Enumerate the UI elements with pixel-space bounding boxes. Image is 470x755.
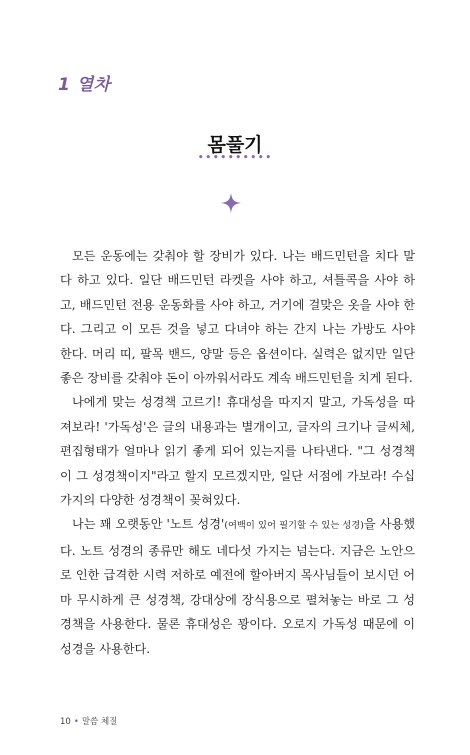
paragraph-3-end: 을 사용했다. 노트 성경의 종류만 해도 네다섯 가지는 넘는다. 지금은 노안으로 인한 급격한 시력 저하로 예전에 할아버지 목사님들이 보시던 어마 무시하게 큰 성경책, 강대상에 장식용으로 펼쳐놓는 바로 그 성경책을 사용한다. 물론 휴대성은 꽝이다. 오로지 가독성 때문에 이 성경을 사용한다. — [60, 517, 416, 656]
paragraph-3-start: 나는 꽤 오랫동안 '노트 성경' — [72, 517, 225, 532]
page-number: 10 — [60, 717, 71, 727]
title-dots-divider: •••••••••• — [197, 151, 273, 164]
page-footer — [60, 715, 117, 727]
paragraph-2: 나에게 맞는 성경책 고르기! 휴대성을 따지지 말고, 가독성을 따져보라! '가독성'은 글의 내용과는 별개이고, 글자의 크기나 글씨체, 편집형태가 얼마나 읽기 좋게 되어 있는지를 나타낸다. "그 성경책이 그 성경책이지"라고 할지 모르겠지만, 일단 서점에 가보라! 수십 가지의 다양한 성경책이 꽂혀있다. — [60, 395, 415, 508]
body-text — [60, 244, 415, 661]
four-point-star-icon — [221, 193, 241, 213]
paragraph-1: 모든 운동에는 갖춰야 할 장비가 있다. 나는 배드민턴을 치다 말다 하고 있다. 일단 배드민턴 라켓을 사야 하고, 셔틀콕을 사야 하고, 배드민턴 전용 운동화를 사야 하고, 거기에 걸맞은 옷을 사야 한다. 그리고 이 모든 것을 넣고 다녀야 하는 간지 나는 가방도 사야 한다. 머리 띠, 팔목 밴드, 양말 등은 옵션이다. 실력은 없지만 일단 좋은 장비를 갖춰야 돈이 아까워서라도 계속 배드민턴을 치게 된다. — [60, 249, 415, 386]
section-title: 몸풀기 — [207, 134, 263, 156]
inline-note: (여백이 있어 필기할 수 있는 성경) — [224, 520, 364, 532]
book-title: 말씀 체질 — [81, 717, 118, 727]
chapter-label: 1 열차 — [58, 75, 111, 95]
paragraph-3 — [60, 512, 415, 660]
footer-bullet: • — [73, 717, 79, 727]
